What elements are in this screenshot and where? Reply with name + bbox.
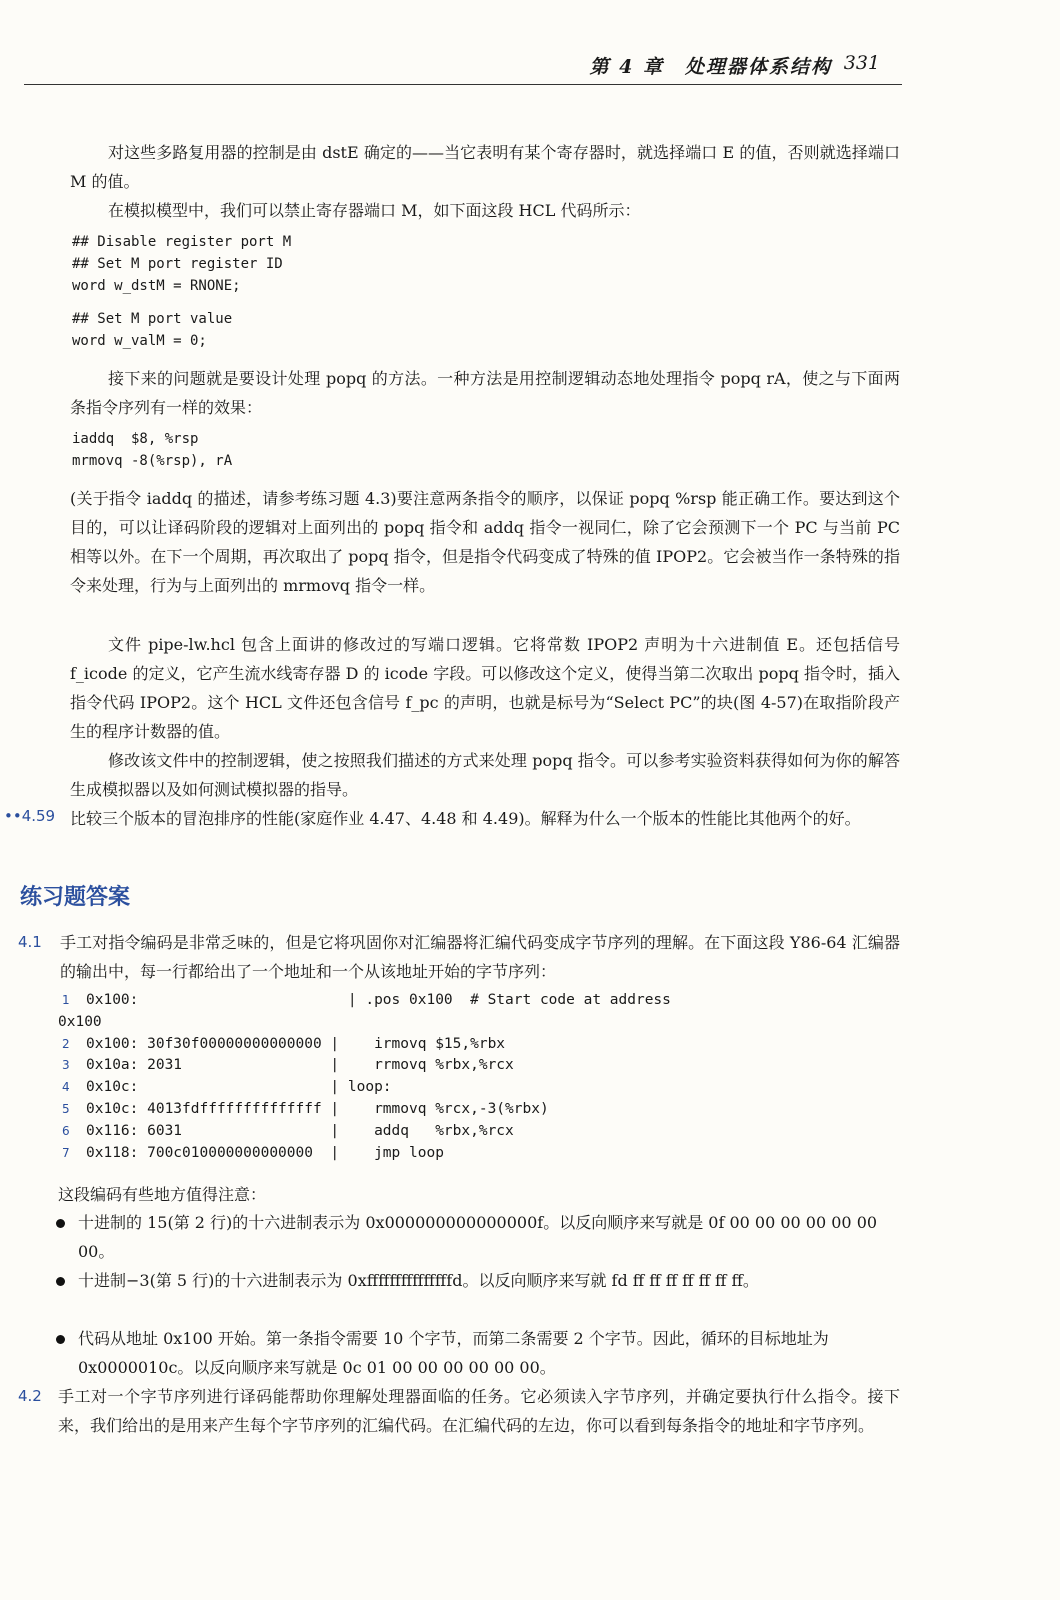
answer-number: 4.2 xyxy=(18,1387,42,1405)
paragraph-5: 文件 pipe-lw.hcl 包含上面讲的修改过的写端口逻辑。它将常数 IPOP2 声明为十六进制值 E。还包括信号 f_icode 的定义，它产生流水线寄存器 D 的 icode 字段。可以修改这个定义，使得当第二次取出 popq 指令时，插入指令代码 IPOP2。这个 HCL 文件还包含信号 f_pc 的声明，也就是标号为“Select PC”的块(图 4-57)在取指阶段产生的程序计数器的值。 xyxy=(70,635,900,741)
listing-line: 1 0x100: | .pos 0x100 # Start code at address xyxy=(62,992,671,1008)
bullet-dot-icon xyxy=(56,1335,65,1344)
answer-4-1-text: 手工对指令编码是非常乏味的，但是它将巩固你对汇编器将汇编代码变成字节序列的理解。在下面这段 Y86-64 汇编器的输出中，每一行都给出了一个地址和一个从该地址开始的字节序列： xyxy=(60,933,900,981)
bullet-dot-icon xyxy=(56,1219,65,1228)
bullet-item: 十进制−3(第 5 行)的十六进制表示为 0xfffffffffffffffd。以反向顺序来写就 fd ff ff ff ff ff ff ff。 xyxy=(56,1266,898,1295)
chapter-title: 第 4 章 处理器体系结构 xyxy=(589,56,832,78)
listing-line: 4 0x10c: | loop: xyxy=(62,1079,392,1096)
code-block-3: iaddq $8, %rsp mrmovq -8(%rsp), rA xyxy=(72,431,233,469)
paragraph-2: 在模拟模型中，我们可以禁止寄存器端口 M，如下面这段 HCL 代码所示： xyxy=(108,201,641,220)
listing-line: 3 0x10a: 2031 | rrmovq %rbx,%rcx xyxy=(62,1057,514,1074)
assembler-listing xyxy=(58,990,671,1164)
listing-line: 7 0x118: 700c010000000000000 | jmp loop xyxy=(62,1144,444,1161)
page-number: 331 xyxy=(843,52,880,74)
note-text: 这段编码有些地方值得注意： xyxy=(58,1185,267,1204)
paragraph-3: 接下来的问题就是要设计处理 popq 的方法。一种方法是用控制逻辑动态地处理指令 popq rA，使之与下面两条指令序列有一样的效果： xyxy=(70,369,900,417)
page-header xyxy=(24,48,902,85)
answer-number: 4.1 xyxy=(18,933,42,951)
code-block-2: ## Set M port value word w_valM = 0; xyxy=(72,311,233,349)
bullet-dot-icon xyxy=(56,1277,65,1286)
paragraph-6: 修改该文件中的控制逻辑，使之按照我们描述的方式来处理 popq 指令。可以参考实验资料获得如何为你的解答生成模拟器以及如何测试模拟器的指导。 xyxy=(70,751,900,799)
exercise-number: ••4.59 xyxy=(4,807,56,825)
answer-4-2-text: 手工对一个字节序列进行译码能帮助你理解处理器面临的任务。它必须读入字节序列，并确定要执行什么指令。接下来，我们给出的是用来产生每个字节序列的汇编代码。在汇编代码的左边，你可以看到每条指令的地址和字节序列。 xyxy=(58,1387,900,1435)
code-block-1: ## Disable register port M ## Set M port register ID word w_dstM = RNONE; xyxy=(72,234,292,294)
listing-line: 5 0x10c: 4013fdffffffffffffff | rmmovq %rcx,-3(%rbx) xyxy=(62,1100,549,1117)
listing-line: 6 0x116: 6031 | addq %rbx,%rcx xyxy=(62,1122,514,1139)
bullet-item: 代码从地址 0x100 开始。第一条指令需要 10 个字节，而第二条需要 2 个字节。因此，循环的目标地址为 0x0000010c。以反向顺序来写就是 0c 01 00 00 00 00 00 00。 xyxy=(56,1324,898,1382)
exercise-4-59-text: 比较三个版本的冒泡排序的性能(家庭作业 4.47、4.48 和 4.49)。解释为什么一个版本的性能比其他两个的好。 xyxy=(70,809,861,828)
bullet-item: 十进制的 15(第 2 行)的十六进制表示为 0x000000000000000f。以反向顺序来写就是 0f 00 00 00 00 00 00 00。 xyxy=(56,1208,898,1266)
listing-line: 0x100 xyxy=(58,1013,102,1030)
paragraph-4: (关于指令 iaddq 的描述，请参考练习题 4.3)要注意两条指令的顺序，以保证 popq %rsp 能正确工作。要达到这个目的，可以让译码阶段的逻辑对上面列出的 popq 指令和 addq 指令一视同仁，除了它会预测下一个 PC 与当前 PC 相等以外。在下一个周期，再次取出了 popq 指令，但是指令代码变成了特殊的值 IPOP2。它会被当作一条特殊的指令来处理，行为与上面列出的 mrmovq 指令一样。 xyxy=(70,489,900,595)
section-title: 练习题答案 xyxy=(20,885,131,910)
paragraph-1: 对这些多路复用器的控制是由 dstE 确定的——当它表明有某个寄存器时，就选择端口 E 的值，否则就选择端口 M 的值。 xyxy=(70,143,900,191)
listing-line: 2 0x100: 30f30f00000000000000 | irmovq $15,%rbx xyxy=(62,1035,506,1052)
